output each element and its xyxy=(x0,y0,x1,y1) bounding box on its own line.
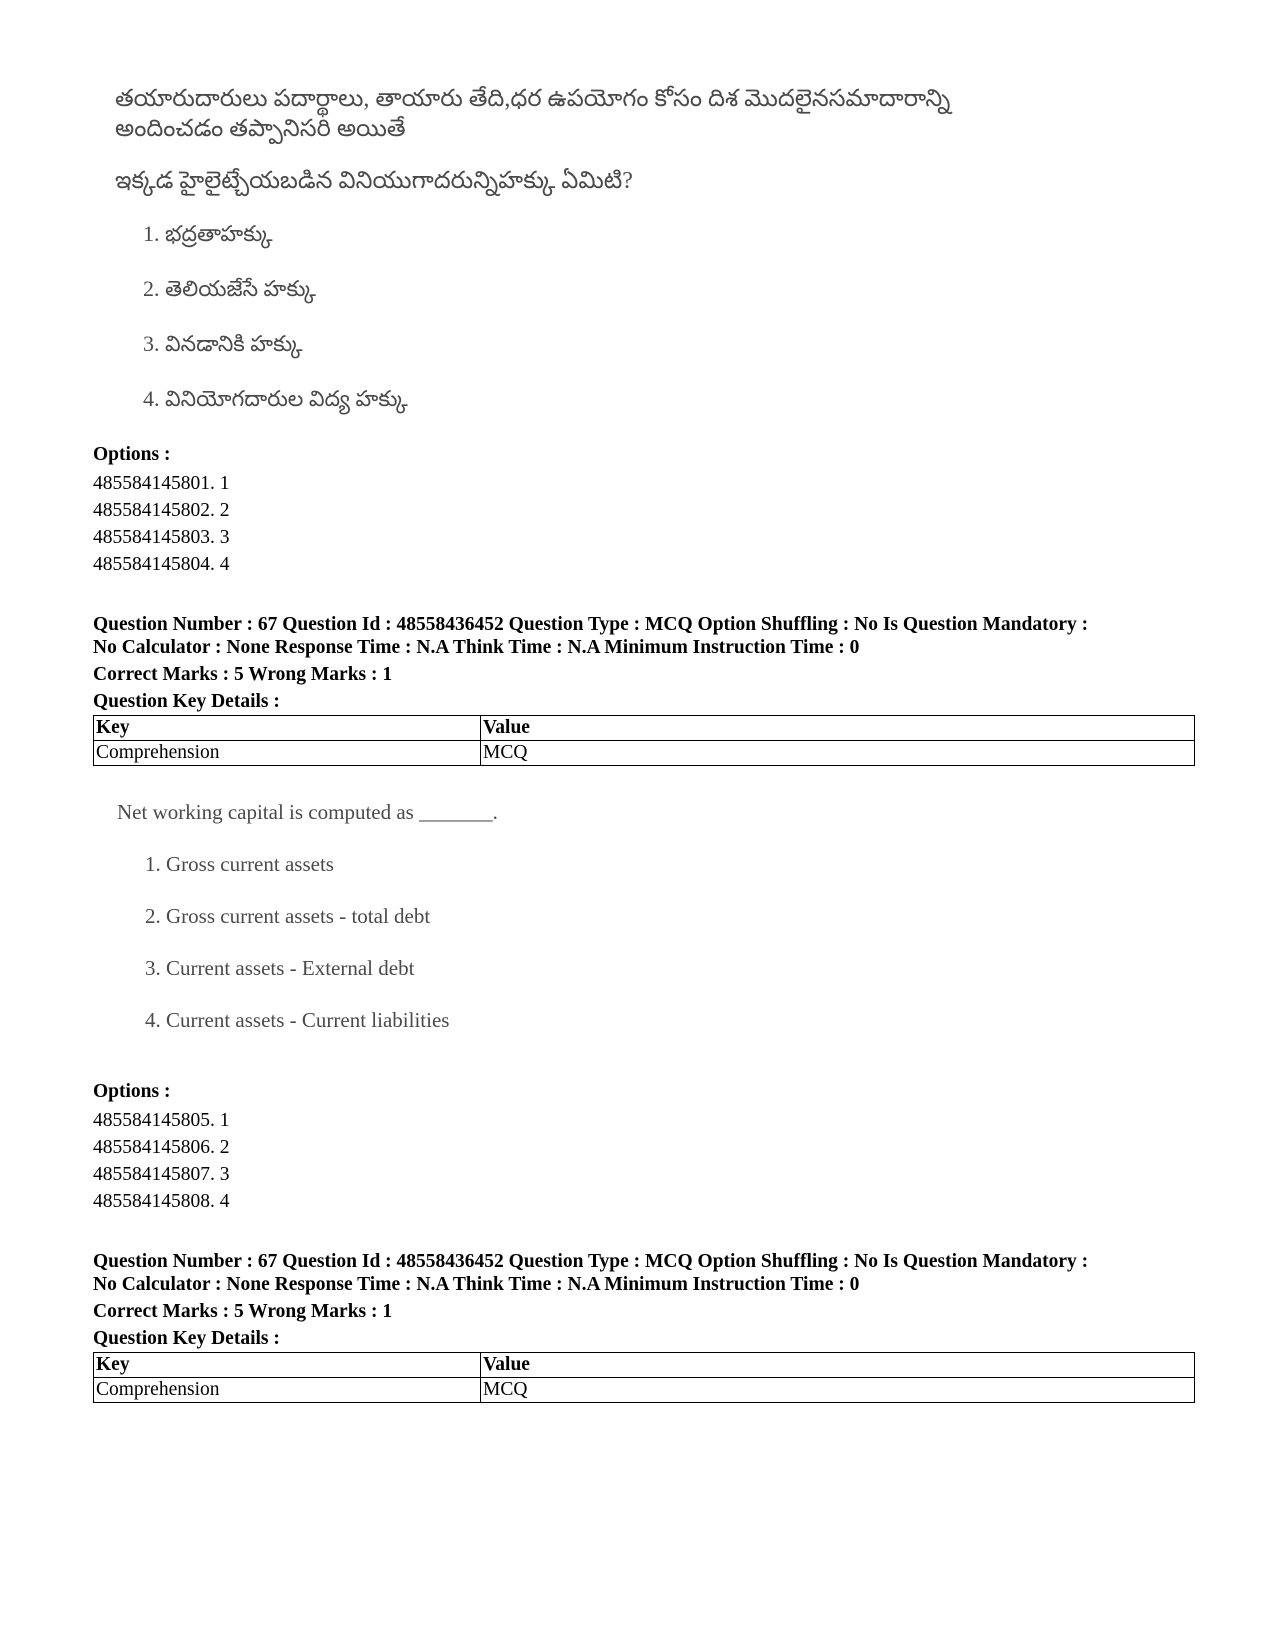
marks-line: Correct Marks : 5 Wrong Marks : 1 xyxy=(93,1301,393,1322)
options-list xyxy=(93,443,1198,578)
question-meta-line-1: Question Number : 67 Question Id : 48558436452 Question Type : MCQ Option Shuffling : No Is Question Mandatory : xyxy=(93,614,1089,635)
table-header-row xyxy=(94,1353,1195,1378)
key-details-table xyxy=(93,1352,1195,1403)
question-meta-line-1: Question Number : 67 Question Id : 48558436452 Question Type : MCQ Option Shuffling : No Is Question Mandatory : xyxy=(93,1251,1089,1272)
option-id-1: 485584145805. 1 xyxy=(93,1110,230,1131)
image-option-2: 2. Gross current assets - total debt xyxy=(145,904,431,928)
image-option-4: 4. వినియోగదారుల విద్య హక్కు xyxy=(143,386,408,411)
question-meta-block xyxy=(93,613,1198,766)
option-id-3: 485584145803. 3 xyxy=(93,527,230,548)
question-text: Net working capital is computed as _______. xyxy=(117,800,498,824)
question-meta-line-2: No Calculator : None Response Time : N.A Think Time : N.A Minimum Instruction Time : 0 xyxy=(93,637,860,658)
option-id-2: 485584145802. 2 xyxy=(93,500,230,521)
image-option-4: 4. Current assets - Current liabilities xyxy=(145,1008,450,1032)
question-meta-line-2: No Calculator : None Response Time : N.A Think Time : N.A Minimum Instruction Time : 0 xyxy=(93,1274,860,1295)
question-stem-line-2: అందించడం తప్పానిసరి అయితే xyxy=(115,116,406,142)
image-option-3: 3. Current assets - External debt xyxy=(145,956,415,980)
option-id-3: 485584145807. 3 xyxy=(93,1164,230,1185)
question-text: ఇక్కడ హైలైట్చేయబడిన వినియుగాదరున్నిహక్కు ఏమిటి? xyxy=(115,168,633,194)
table-cell-key: Comprehension xyxy=(94,741,481,766)
question-image-english xyxy=(117,798,817,1034)
table-header-key: Key xyxy=(94,716,481,741)
image-option-2: 2. తెలియజేసే హక్కు xyxy=(143,276,316,301)
table-cell-value: MCQ xyxy=(481,741,1195,766)
marks-line: Correct Marks : 5 Wrong Marks : 1 xyxy=(93,664,393,685)
option-id-2: 485584145806. 2 xyxy=(93,1137,230,1158)
table-header-value: Value xyxy=(481,1353,1195,1378)
question-meta-block xyxy=(93,1250,1198,1403)
option-id-4: 485584145808. 4 xyxy=(93,1191,230,1212)
table-header-key: Key xyxy=(94,1353,481,1378)
option-id-1: 485584145801. 1 xyxy=(93,473,230,494)
options-heading: Options : xyxy=(93,444,171,465)
option-id-4: 485584145804. 4 xyxy=(93,554,230,575)
key-details-heading: Question Key Details : xyxy=(93,1328,280,1349)
key-details-table xyxy=(93,715,1195,766)
table-row xyxy=(94,741,1195,766)
options-list xyxy=(93,1080,1198,1215)
image-option-1: 1. Gross current assets xyxy=(145,852,334,876)
question-stem-line-1: తయారుదారులు పదార్థాలు, తాయారు తేది,ధర ఉపయోగం కోసం దిశ మొదలైనసమాదారాన్ని xyxy=(115,86,951,112)
table-cell-key: Comprehension xyxy=(94,1378,481,1403)
table-header-row xyxy=(94,716,1195,741)
image-option-1: 1. భద్రతాహక్కు xyxy=(143,221,273,246)
table-header-value: Value xyxy=(481,716,1195,741)
options-heading: Options : xyxy=(93,1081,171,1102)
image-option-3: 3. వినడానికి హక్కు xyxy=(143,331,303,356)
question-image-telugu xyxy=(115,84,1115,413)
table-row xyxy=(94,1378,1195,1403)
key-details-heading: Question Key Details : xyxy=(93,691,280,712)
table-cell-value: MCQ xyxy=(481,1378,1195,1403)
